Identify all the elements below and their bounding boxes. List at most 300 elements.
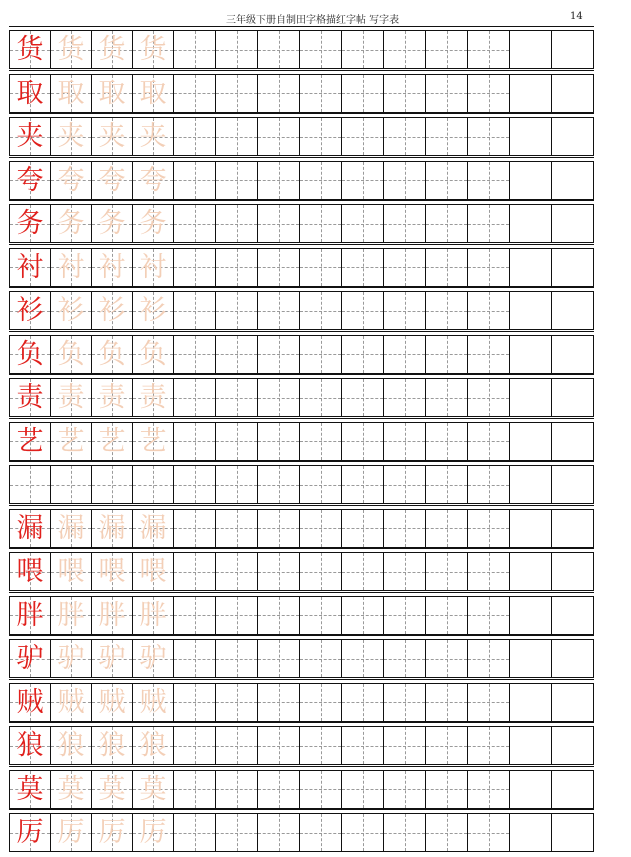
blank-cell [509,118,551,155]
tianzige-cell [173,640,215,677]
tianzige-cell [173,553,215,590]
tianzige-cell [425,597,467,634]
guide-line-horizontal [216,702,257,703]
guide-line-horizontal [342,354,383,355]
trace-character: 夸 [139,164,167,196]
guide-line-horizontal [300,398,341,399]
tianzige-cell [215,205,257,242]
tianzige-cell [91,553,132,590]
guide-line-horizontal [342,180,383,181]
blank-cell [551,423,594,460]
guide-line-horizontal [342,702,383,703]
blank-cell [509,640,551,677]
practice-row [9,813,594,852]
tianzige-cell [9,423,50,460]
guide-line-horizontal [258,441,299,442]
blank-cell [551,379,594,416]
tianzige-cell [50,379,91,416]
guide-line-horizontal [216,659,257,660]
model-character: 务 [16,208,44,239]
tianzige-cell [215,553,257,590]
tianzige-cell [91,466,132,503]
tianzige-cell [132,597,173,634]
guide-line-horizontal [384,615,425,616]
tianzige-cell [425,510,467,547]
tianzige-cell [215,336,257,373]
tianzige-cell [257,118,299,155]
tianzige-cell [299,31,341,68]
tianzige-cell [425,379,467,416]
trace-character: 厉 [139,817,167,848]
trace-character: 厉 [57,817,85,848]
tianzige-cell [257,684,299,721]
model-character: 贼 [16,686,44,718]
guide-line-horizontal [384,354,425,355]
practice-row [9,335,594,374]
guide-line-horizontal [468,50,509,51]
trace-character: 负 [139,338,167,370]
trace-character: 货 [98,34,126,65]
guide-line-horizontal [468,137,509,138]
tianzige-cell [132,814,173,851]
trace-character: 衫 [57,295,85,326]
tianzige-cell [257,75,299,112]
guide-line-horizontal [468,833,509,834]
trace-character: 狼 [139,730,167,761]
guide-line-horizontal [426,267,467,268]
tianzige-cell [50,75,91,112]
guide-line-horizontal [426,50,467,51]
tianzige-cell [132,466,173,503]
tianzige-cell [132,684,173,721]
model-character: 莫 [16,773,44,805]
blank-cell [509,379,551,416]
guide-line-horizontal [300,528,341,529]
tianzige-cell [9,510,50,547]
guide-line-horizontal [384,833,425,834]
tianzige-cell [50,727,91,764]
practice-row [9,552,594,591]
trace-character: 贼 [98,686,126,718]
guide-line-horizontal [258,137,299,138]
tianzige-cell [467,510,509,547]
practice-row [9,770,594,809]
tianzige-cell [383,510,425,547]
tianzige-cell [299,466,341,503]
trace-character: 夸 [98,164,126,196]
tianzige-cell [383,423,425,460]
tianzige-cell [341,597,383,634]
guide-line-horizontal [300,789,341,790]
guide-line-horizontal [426,833,467,834]
tianzige-cell [257,771,299,808]
guide-line-horizontal [258,50,299,51]
tianzige-cell [9,771,50,808]
guide-line-horizontal [216,441,257,442]
tianzige-cell [467,336,509,373]
guide-line-horizontal [342,789,383,790]
tianzige-cell [467,727,509,764]
tianzige-grid [9,30,594,857]
blank-cell [551,336,594,373]
tianzige-cell [341,640,383,677]
blank-cell [551,510,594,547]
guide-line-horizontal [174,746,215,747]
trace-character: 夸 [57,164,85,196]
tianzige-cell [425,553,467,590]
practice-row [9,683,594,722]
guide-line-horizontal [342,441,383,442]
guide-line-horizontal [300,833,341,834]
trace-character: 喂 [98,556,126,587]
trace-character: 负 [57,338,85,370]
tianzige-cell [341,423,383,460]
tianzige-cell [215,249,257,286]
guide-line-horizontal [174,50,215,51]
page-number: 14 [570,11,583,22]
guide-line-horizontal [468,93,509,94]
tianzige-cell [341,75,383,112]
blank-cell [551,466,594,503]
trace-character: 艺 [57,425,85,457]
tianzige-cell [425,75,467,112]
practice-row [9,509,594,548]
tianzige-cell [467,205,509,242]
blank-cell [551,31,594,68]
trace-character: 艺 [98,425,126,457]
guide-line-horizontal [258,746,299,747]
guide-line-horizontal [426,224,467,225]
guide-line-horizontal [174,354,215,355]
tianzige-cell [257,510,299,547]
guide-line-horizontal [51,485,91,486]
tianzige-cell [341,379,383,416]
guide-line-horizontal [216,354,257,355]
guide-line-horizontal [216,746,257,747]
guide-line-horizontal [342,137,383,138]
tianzige-cell [50,771,91,808]
practice-row [9,30,594,69]
blank-cell [509,336,551,373]
trace-character: 衬 [57,251,85,283]
tianzige-cell [299,162,341,199]
trace-character: 务 [57,208,85,239]
tianzige-cell [467,31,509,68]
trace-character: 夹 [139,121,167,152]
trace-character: 漏 [139,512,167,544]
guide-line-horizontal [468,789,509,790]
blank-cell [509,814,551,851]
blank-cell [551,249,594,286]
tianzige-cell [9,814,50,851]
tianzige-cell [173,466,215,503]
tianzige-cell [173,205,215,242]
tianzige-cell [383,379,425,416]
guide-line-horizontal [216,50,257,51]
blank-cell [509,466,551,503]
tianzige-cell [425,205,467,242]
guide-line-horizontal [384,93,425,94]
guide-line-horizontal [384,267,425,268]
guide-line-horizontal [216,398,257,399]
guide-line-horizontal [300,485,341,486]
trace-character: 衫 [139,295,167,326]
trace-character: 取 [98,77,126,109]
guide-line-horizontal [174,93,215,94]
guide-line-horizontal [300,180,341,181]
tianzige-cell [467,553,509,590]
tianzige-cell [383,771,425,808]
guide-line-horizontal [174,311,215,312]
guide-line-horizontal [426,311,467,312]
blank-cell [509,510,551,547]
guide-line-horizontal [300,659,341,660]
tianzige-cell [173,727,215,764]
model-character: 责 [16,382,44,413]
model-character: 狼 [16,730,44,761]
trace-character: 务 [98,208,126,239]
tianzige-cell [91,727,132,764]
blank-cell [509,423,551,460]
guide-line-horizontal [300,311,341,312]
tianzige-cell [467,118,509,155]
tianzige-cell [9,31,50,68]
practice-row [9,465,594,504]
tianzige-cell [91,510,132,547]
tianzige-cell [299,553,341,590]
model-character: 夹 [16,121,44,152]
tianzige-cell [50,423,91,460]
tianzige-cell [383,814,425,851]
guide-line-horizontal [426,93,467,94]
guide-line-horizontal [384,180,425,181]
guide-line-horizontal [10,485,50,486]
blank-cell [551,597,594,634]
tianzige-cell [257,814,299,851]
tianzige-cell [257,379,299,416]
trace-character: 责 [98,382,126,413]
tianzige-cell [383,553,425,590]
practice-row [9,291,594,330]
guide-line-horizontal [384,224,425,225]
tianzige-cell [341,292,383,329]
tianzige-cell [425,423,467,460]
guide-line-horizontal [342,311,383,312]
tianzige-cell [425,771,467,808]
blank-cell [551,292,594,329]
blank-cell [551,771,594,808]
tianzige-cell [467,814,509,851]
tianzige-cell [91,292,132,329]
blank-cell [551,640,594,677]
guide-line-horizontal [216,833,257,834]
guide-line-horizontal [468,267,509,268]
model-character: 厉 [16,817,44,848]
tianzige-cell [341,118,383,155]
guide-line-horizontal [426,485,467,486]
guide-line-horizontal [174,833,215,834]
tianzige-cell [132,771,173,808]
tianzige-cell [91,336,132,373]
tianzige-cell [173,814,215,851]
guide-line-horizontal [384,485,425,486]
tianzige-cell [383,336,425,373]
tianzige-cell [9,205,50,242]
tianzige-cell [467,466,509,503]
tianzige-cell [173,771,215,808]
guide-line-horizontal [342,528,383,529]
guide-line-horizontal [92,485,132,486]
tianzige-cell [50,553,91,590]
trace-character: 厉 [98,817,126,848]
tianzige-cell [215,814,257,851]
tianzige-cell [299,75,341,112]
guide-line-horizontal [384,50,425,51]
tianzige-cell [299,814,341,851]
tianzige-cell [132,553,173,590]
tianzige-cell [173,510,215,547]
guide-line-horizontal [384,311,425,312]
guide-line-horizontal [426,659,467,660]
tianzige-cell [383,597,425,634]
practice-row [9,117,594,156]
tianzige-cell [9,379,50,416]
guide-line-horizontal [216,311,257,312]
guide-line-horizontal [258,93,299,94]
tianzige-cell [9,75,50,112]
tianzige-cell [467,292,509,329]
tianzige-cell [50,466,91,503]
blank-cell [551,118,594,155]
guide-line-horizontal [468,354,509,355]
guide-line-horizontal [426,789,467,790]
tianzige-cell [215,727,257,764]
practice-row [9,596,594,635]
tianzige-cell [299,423,341,460]
model-character: 衬 [16,251,44,283]
tianzige-cell [9,466,50,503]
tianzige-cell [132,162,173,199]
tianzige-cell [383,249,425,286]
tianzige-cell [383,684,425,721]
trace-character: 驴 [139,643,167,674]
tianzige-cell [467,771,509,808]
tianzige-cell [132,379,173,416]
guide-line-horizontal [342,93,383,94]
tianzige-cell [50,162,91,199]
tianzige-cell [215,423,257,460]
tianzige-cell [215,684,257,721]
tianzige-cell [425,640,467,677]
trace-character: 狼 [57,730,85,761]
tianzige-cell [299,597,341,634]
model-character: 漏 [16,512,44,544]
guide-line-horizontal [216,528,257,529]
tianzige-cell [215,162,257,199]
model-character: 驴 [16,643,44,674]
guide-line-horizontal [468,746,509,747]
guide-line-horizontal [174,180,215,181]
tianzige-cell [257,597,299,634]
tianzige-cell [9,597,50,634]
tianzige-cell [467,640,509,677]
guide-line-horizontal [384,789,425,790]
guide-line-horizontal [342,224,383,225]
trace-character: 取 [57,77,85,109]
tianzige-cell [91,118,132,155]
tianzige-cell [341,466,383,503]
trace-character: 艺 [139,425,167,457]
tianzige-cell [341,814,383,851]
tianzige-cell [257,31,299,68]
tianzige-cell [341,249,383,286]
tianzige-cell [132,510,173,547]
guide-line-horizontal [174,224,215,225]
guide-line-horizontal [133,485,173,486]
trace-character: 狼 [98,730,126,761]
guide-line-horizontal [258,354,299,355]
tianzige-cell [299,379,341,416]
guide-line-horizontal [384,137,425,138]
trace-character: 驴 [57,643,85,674]
tianzige-cell [132,423,173,460]
blank-cell [509,205,551,242]
trace-character: 取 [139,77,167,109]
guide-line-horizontal [384,572,425,573]
guide-line-horizontal [300,93,341,94]
guide-line-horizontal [174,485,215,486]
blank-cell [509,597,551,634]
worksheet-title: 三年级下册自制田字格描红字帖 写字表 [226,15,400,26]
tianzige-cell [91,423,132,460]
tianzige-cell [299,510,341,547]
tianzige-cell [132,205,173,242]
tianzige-cell [257,727,299,764]
guide-line-horizontal [342,572,383,573]
guide-line-horizontal [384,746,425,747]
blank-cell [551,684,594,721]
trace-character: 衫 [98,295,126,326]
trace-character: 夹 [57,121,85,152]
guide-line-horizontal [300,572,341,573]
guide-line-horizontal [426,572,467,573]
tianzige-cell [173,292,215,329]
tianzige-cell [50,684,91,721]
guide-line-horizontal [258,485,299,486]
tianzige-cell [91,640,132,677]
tianzige-cell [467,423,509,460]
guide-line-horizontal [342,485,383,486]
tianzige-cell [299,727,341,764]
tianzige-cell [91,162,132,199]
blank-cell [551,727,594,764]
tianzige-cell [257,205,299,242]
guide-line-horizontal [174,572,215,573]
tianzige-cell [425,684,467,721]
guide-line-horizontal [300,224,341,225]
guide-line-horizontal [174,267,215,268]
practice-row [9,161,594,200]
blank-cell [509,727,551,764]
tianzige-cell [132,31,173,68]
tianzige-cell [425,249,467,286]
tianzige-cell [215,510,257,547]
tianzige-cell [425,727,467,764]
tianzige-cell [9,640,50,677]
practice-row [9,422,594,461]
tianzige-cell [9,553,50,590]
tianzige-cell [383,727,425,764]
